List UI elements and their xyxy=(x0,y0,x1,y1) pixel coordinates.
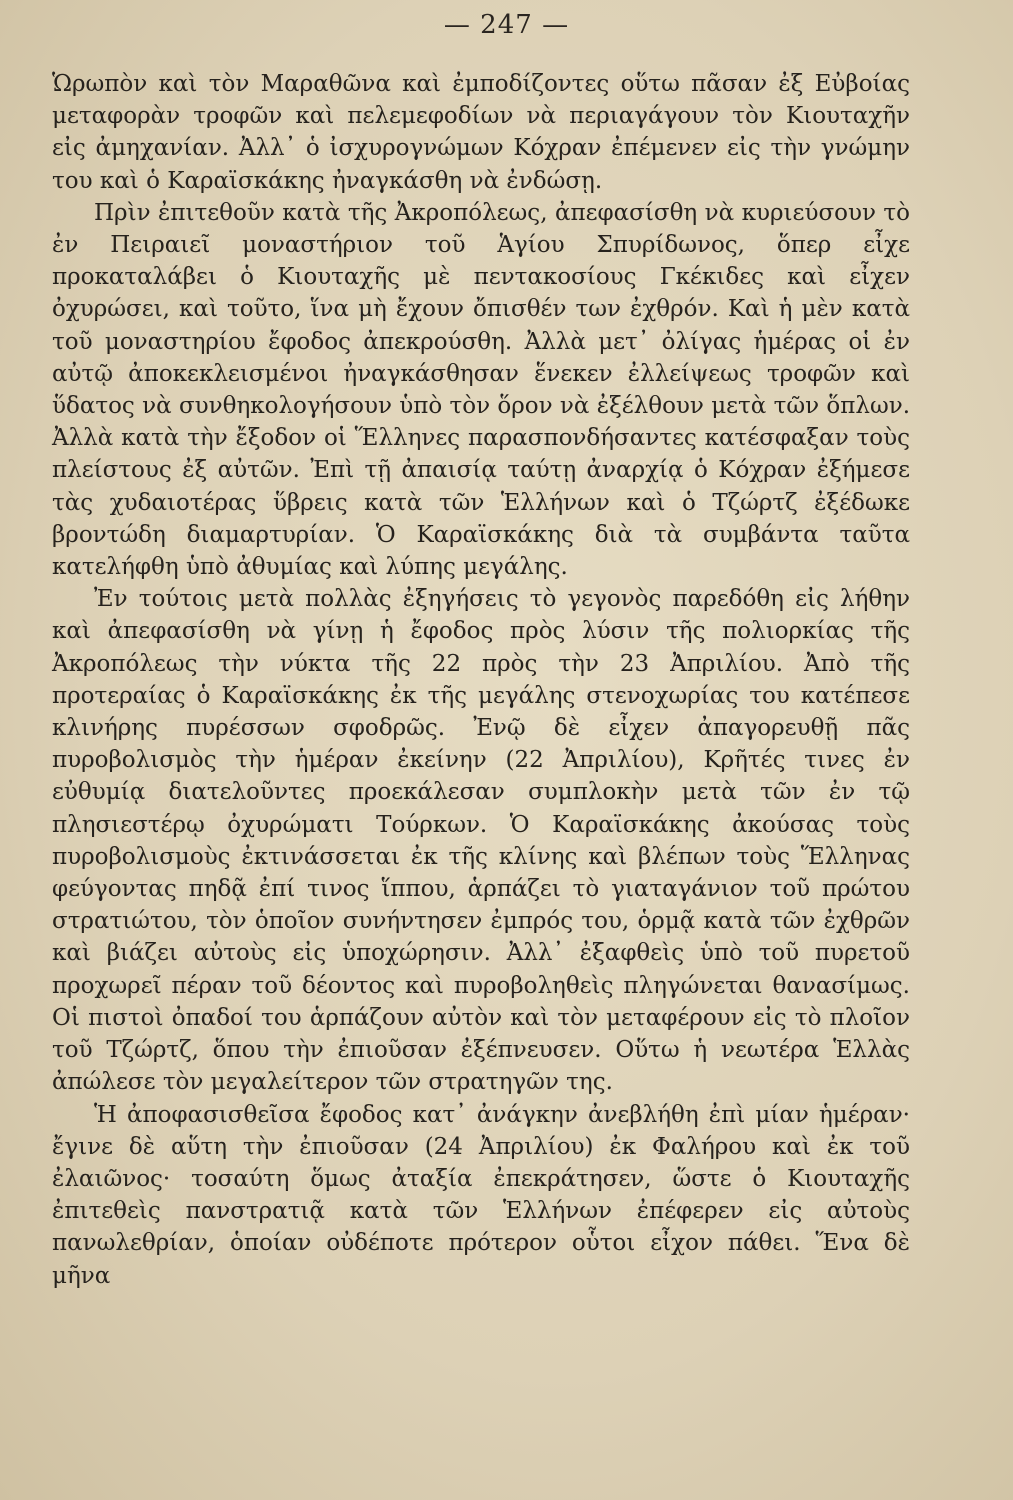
paragraph-4: Ἡ ἀποφασισθεῖσα ἔφοδος κατ᾽ ἀνάγκην ἀνεβλήθη ἐπὶ μίαν ἡμέραν· ἔγινε δὲ αὕτη τὴν ἐπιοῦσαν (24 Ἀπριλίου) ἐκ Φαλήρου καὶ ἐκ τοῦ ἐλαιῶνος· τοσαύτη ὅμως ἀταξία ἐπεκράτησεν, ὥστε ὁ Κιουταχῆς ἐπιτεθεὶς πανστρατιᾷ κατὰ τῶν Ἑλλήνων ἐπέφερεν εἰς αὐτοὺς πανωλεθρίαν, ὁποίαν οὐδέποτε πρότερον οὗτοι εἶχον πάθει. Ἕνα δὲ μῆνα xyxy=(52,1101,910,1289)
page-number: — 247 — xyxy=(443,10,570,40)
body-text xyxy=(52,68,910,1292)
paragraph-1: Ὡρωπὸν καὶ τὸν Μαραθῶνα καὶ ἐμποδίζοντες οὕτω πᾶσαν ἐξ Εὐβοίας μεταφορὰν τροφῶν καὶ πελεμεφοδίων νὰ περιαγάγουν τὸν Κιουταχῆν εἰς ἀμηχανίαν. Ἀλλ᾽ ὁ ἰσχυρογνώμων Κόχραν ἐπέμενεν εἰς τὴν γνώμην του καὶ ὁ Καραϊσκάκης ἠναγκάσθη νὰ ἐνδώσῃ. xyxy=(52,71,910,194)
paragraph-3: Ἐν τούτοις μετὰ πολλὰς ἐξηγήσεις τὸ γεγονὸς παρεδόθη εἰς λήθην καὶ ἀπεφασίσθη νὰ γίνῃ ἡ ἔφοδος πρὸς λύσιν τῆς πολιορκίας τῆς Ἀκροπόλεως τὴν νύκτα τῆς 22 πρὸς τὴν 23 Ἀπριλίου. Ἀπὸ τῆς προτεραίας ὁ Καραϊσκάκης ἐκ τῆς μεγάλης στενοχωρίας του κατέπεσε κλινήρης πυρέσσων σφοδρῶς. Ἐνῷ δὲ εἶχεν ἀπαγορευθῇ πᾶς πυροβολισμὸς τὴν ἡμέραν ἐκείνην (22 Ἀπριλίου), Κρῆτές τινες ἐν εὐθυμίᾳ διατελοῦντες προεκάλεσαν συμπλοκὴν μετὰ τῶν ἐν τῷ πλησιεστέρῳ ὀχυρώματι Τούρκων. Ὁ Καραϊσκάκης ἀκούσας τοὺς πυροβολισμοὺς ἐκτινάσσεται ἐκ τῆς κλίνης καὶ βλέπων τοὺς Ἕλληνας φεύγοντας πηδᾷ ἐπί τινος ἵππου, ἁρπάζει τὸ γιαταγάνιον τοῦ πρώτου στρατιώτου, τὸν ὁποῖον συνήντησεν ἐμπρός του, ὁρμᾷ κατὰ τῶν ἐχθρῶν καὶ βιάζει αὐτοὺς εἰς ὑποχώρησιν. Ἀλλ᾽ ἐξαφθεὶς ὑπὸ τοῦ πυρετοῦ προχωρεῖ πέραν τοῦ δέοντος καὶ πυροβοληθεὶς πληγώνεται θανασίμως. Οἱ πιστοὶ ὀπαδοί του ἁρπάζουν αὐτὸν καὶ τὸν μεταφέρουν εἰς τὸ πλοῖον τοῦ Τζώρτζ, ὅπου τὴν ἐπιοῦσαν ἐξέπνευσεν. Οὕτω ἡ νεωτέρα Ἑλλὰς ἀπώλεσε τὸν μεγαλείτερον τῶν στρατηγῶν της. xyxy=(52,586,910,1096)
paragraph-2: Πρὶν ἐπιτεθοῦν κατὰ τῆς Ἀκροπόλεως, ἀπεφασίσθη νὰ κυριεύσουν τὸ ἐν Πειραιεῖ μοναστήριον τοῦ Ἁγίου Σπυρίδωνος, ὅπερ εἶχε προκαταλάβει ὁ Κιουταχῆς μὲ πεντακοσίους Γκέκιδες καὶ εἶχεν ὀχυρώσει, καὶ τοῦτο, ἵνα μὴ ἔχουν ὄπισθέν των ἐχθρόν. Καὶ ἡ μὲν κατὰ τοῦ μοναστηρίου ἔφοδος ἀπεκρούσθη. Ἀλλὰ μετ᾽ ὀλίγας ἡμέρας οἱ ἐν αὐτῷ ἀποκεκλεισμένοι ἠναγκάσθησαν ἕνεκεν ἐλλείψεως τροφῶν καὶ ὕδατος νὰ συνθηκολογήσουν ὑπὸ τὸν ὅρον νὰ ἐξέλθουν μετὰ τῶν ὅπλων. Ἀλλὰ κατὰ τὴν ἔξοδον οἱ Ἕλληνες παρασπονδήσαντες κατέσφαξαν τοὺς πλείστους ἐξ αὐτῶν. Ἐπὶ τῇ ἀπαισίᾳ ταύτῃ ἀναρχίᾳ ὁ Κόχραν ἐξήμεσε τὰς χυδαιοτέρας ὕβρεις κατὰ τῶν Ἑλλήνων καὶ ὁ Τζώρτζ ἐξέδωκε βροντώδη διαμαρτυρίαν. Ὁ Καραϊσκάκης διὰ τὰ συμβάντα ταῦτα κατελήφθη ὑπὸ ἀθυμίας καὶ λύπης μεγάλης. xyxy=(52,199,910,581)
